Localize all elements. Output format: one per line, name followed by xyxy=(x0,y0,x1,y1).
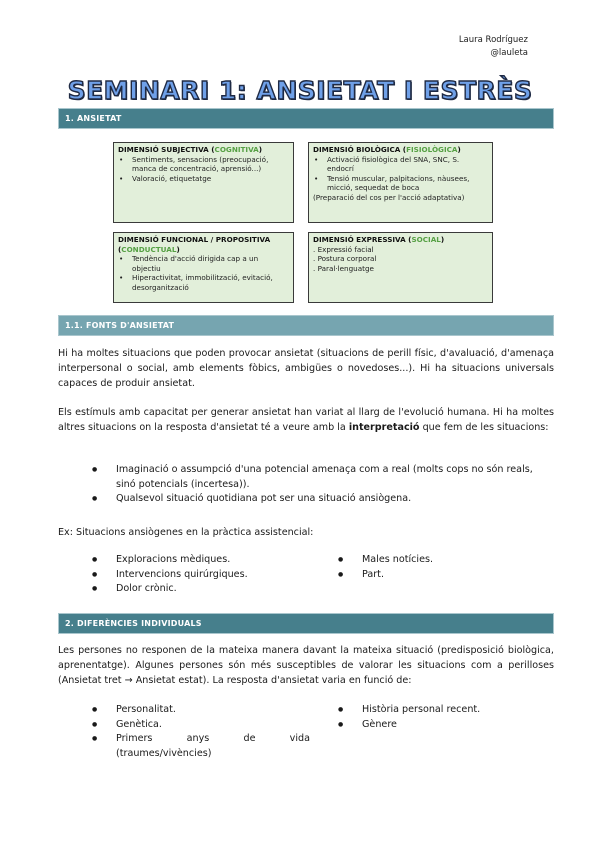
list-item: ● Personalitat. xyxy=(92,703,310,718)
bullet-list-examples-right xyxy=(338,553,548,582)
list-item: ● Història personal recent. xyxy=(338,703,548,718)
list-item: . Expressió facial xyxy=(313,244,374,254)
list-item: ● Exploracions mèdiques. xyxy=(92,553,322,568)
paragraph-stimuli: Els estímuls amb capacitat per generar ansietat han variat al llarg de l'evolució humana. Hi ha moltes altres situacions on la resposta d'ansietat té a veure amb la interpretació que fem de les situacions: xyxy=(58,407,554,433)
list-item: • Hiperactivitat, immobilització, evitació, desorganització xyxy=(118,273,289,292)
box-subjective-dimension xyxy=(113,142,294,223)
list-item: ● Qualsevol situació quotidiana pot ser una situació ansiògena. xyxy=(92,492,554,507)
section-header-diferencies-individuals: 2. DIFERÈNCIES INDIVIDUALS xyxy=(58,613,554,634)
author-name: Laura Rodríguez xyxy=(458,35,528,45)
bullet-list-examples-left xyxy=(92,553,322,597)
list-item: . Paral·lenguatge xyxy=(313,263,374,273)
box-heading: DIMENSIÓ FUNCIONAL / PROPOSITIVA (CONDUCTUAL) xyxy=(118,235,271,254)
list-item: • Sentiments, sensacions (preocupació, manca de concentració, aprensió...) xyxy=(118,155,289,174)
box-heading: DIMENSIÓ EXPRESSIVA (SOCIAL) xyxy=(313,235,445,244)
paragraph-example-intro: Ex: Situacions ansiògenes en la pràctica assistencial: xyxy=(58,527,314,538)
page-title: SEMINARI 1: ANSIETAT I ESTRÈS xyxy=(67,76,533,105)
list-item: ● Dolor crònic. xyxy=(92,582,322,597)
list-item: ● Intervencions quirúrgiques. xyxy=(92,568,322,583)
paragraph-differences: Les persones no responen de la mateixa manera davant la mateixa situació (predisposició biològica, aprenentatge). Algunes persones són més susceptibles de valorar les situacions com a perilloses (Ansietat tret → Ansietat estat). La resposta d'ansietat varia en funció de: xyxy=(58,645,554,686)
box-functional-dimension xyxy=(113,232,294,303)
paragraph-fonts-intro: Hi ha moltes situacions que poden provocar ansietat (situacions de perill físic, d'avaluació, d'amenaça interpersonal o social, amb elements fòbics, ambigües o novedoses...). Hi ha situacions universals capaces de produir ansietat. xyxy=(58,348,554,389)
author-block xyxy=(459,34,528,60)
section-header-ansietat: 1. ANSIETAT xyxy=(58,108,554,129)
list-item: ● Genètica. xyxy=(92,718,310,733)
bullet-list-factors-left xyxy=(92,703,310,761)
list-item: • Activació fisiològica del SNA, SNC, S. endocrí xyxy=(313,155,488,174)
emphasis-interpretacio: interpretació xyxy=(348,422,420,433)
list-item: ● Gènere xyxy=(338,718,548,733)
author-handle: @lauleta xyxy=(490,48,528,58)
list-item: • Tensió muscular, palpitacions, nàusees, micció, sequedat de boca xyxy=(313,174,488,193)
list-item: • Valoració, etiquetatge xyxy=(118,174,289,184)
box-biological-dimension xyxy=(308,142,493,223)
list-item: ● Part. xyxy=(338,568,548,583)
list-item: . Postura corporal xyxy=(313,254,377,263)
list-item: ● Males notícies. xyxy=(338,553,548,568)
subsection-header-fonts-ansietat: 1.1. FONTS D'ANSIETAT xyxy=(58,315,554,336)
box-note: (Preparació del cos per l'acció adaptativa) xyxy=(313,192,465,202)
bullet-list-factors-right xyxy=(338,703,548,732)
list-item: ● Imaginació o assumpció d'una potencial amenaça com a real (molts cops no són reals, sinó potencials (incertesa)). xyxy=(92,463,554,492)
box-heading: DIMENSIÓ SUBJECTIVA (COGNITIVA) xyxy=(118,145,263,154)
list-item: ● Primers anys de vida (traumes/vivències) xyxy=(92,732,310,761)
list-item: • Tendència d'acció dirigida cap a un objectiu xyxy=(118,254,289,273)
box-heading: DIMENSIÓ BIOLÒGICA (FISIOLÒGICA) xyxy=(313,145,461,154)
bullet-list-interpretation xyxy=(92,463,554,507)
box-expressive-dimension xyxy=(308,232,493,303)
